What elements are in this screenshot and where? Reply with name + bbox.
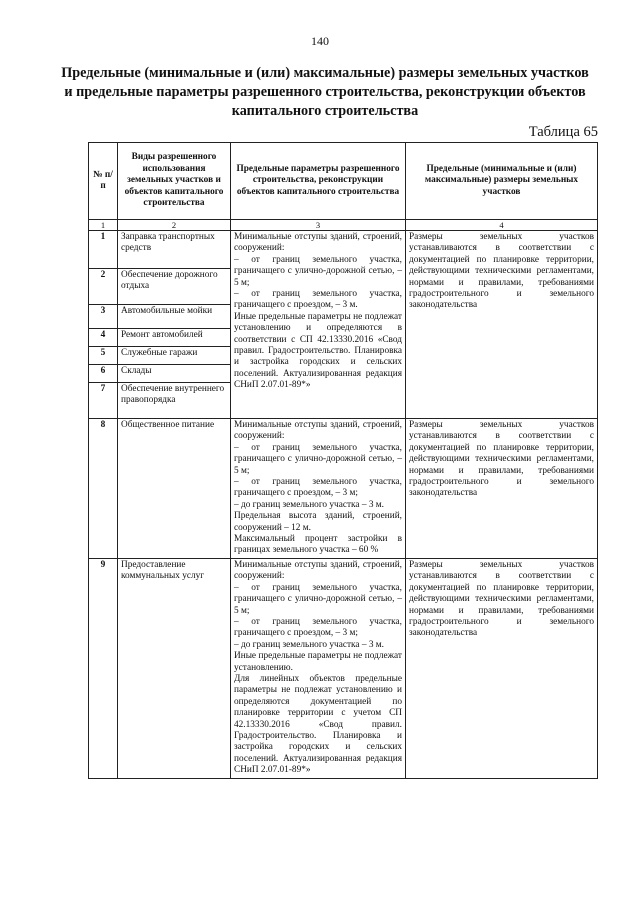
params-line: Максимальный процент застройки в границах земельного участка – 60 % [234,534,402,556]
row-use-type: Обеспечение внутреннего правопорядка [118,383,231,419]
row-use-type: Обеспечение дорожного отдыха [118,269,231,305]
params-line: – от границ земельного участка, граничащего с улично-дорожной сетью, – 5 м; [234,582,402,616]
params-line: – от границ земельного участка, граничащего с улично-дорожной сетью, – 5 м; [234,442,402,476]
params-line: – от границ земельного участка, граничащего с улично-дорожной сетью, – 5 м; [234,254,402,288]
page-number: 140 [311,34,329,48]
table-row [89,231,598,269]
row8-sizes: Размеры земельных участков устанавливаются в соответствии с документацией по планировке территории, действующими техническими регламентами, нормами и правилами, требованиями градостроительного и земельного законодательства [406,419,598,559]
params-line: – до границ земельного участка – 3 м. [234,639,384,650]
header-num: № п/п [89,143,118,220]
row-number: 8 [89,419,118,559]
group1-params [231,231,406,419]
row-number: 7 [89,383,118,419]
row-use-type: Заправка транспортных средств [118,231,231,269]
params-line: Для линейных объектов предельные параметры не подлежат установлению и определяются документацией по планировке территории с учетом СП 42.13330.2016 «Свод правил. Градостроительство. Планировка и застройка городских и сельских поселений. Актуализированная редакция СНиП 2.07.01-89*» [234,673,402,776]
row-number: 9 [89,558,118,778]
row8-params [231,419,406,559]
header-sizes: Предельные (минимальные и (или) максимальные) размеры земельных участков [406,143,598,220]
group1-sizes: Размеры земельных участков устанавливаются в соответствии с документацией по планировке территории, действующими техническими регламентами, нормами и правилами, требованиями градостроительного и земельного законодательства [406,231,598,419]
params-line: – от границ земельного участка, граничащего с проездом, – 3 м. [234,289,402,311]
column-number: 3 [231,220,406,231]
row-use-type: Склады [118,365,231,383]
document-title: Предельные (минимальные и (или) максимальные) размеры земельных участков и предельные параметры разрешенного строительства, реконструкции объектов капитального строительства [61,65,589,119]
table-row [89,419,598,559]
params-line: Иные предельные параметры не подлежат установлению и определяются в соответствии с СП 42.13330.2016 «Свод правил. Градостроительство. Планировка и застройка городских и сельских поселений. Актуализированная редакция СНиП 2.07.01-89*» [234,311,402,391]
row-number: 4 [89,329,118,347]
column-number-row [89,220,598,231]
row-number: 3 [89,305,118,329]
row-use-type: Предоставление коммунальных услуг [118,558,231,778]
table-row [89,558,598,778]
column-number: 2 [118,220,231,231]
params-line: – от границ земельного участка, граничащего с проездом, – 3 м; [234,477,402,499]
params-line: Иные предельные параметры не подлежат установлению. [234,651,402,673]
params-line: Предельная высота зданий, строений, сооружений – 12 м. [234,511,402,533]
row-number: 2 [89,269,118,305]
params-line: Минимальные отступы зданий, строений, сооружений: [234,232,402,254]
params-line: Минимальные отступы зданий, строений, сооружений: [234,420,402,442]
params-line: Минимальные отступы зданий, строений, сооружений: [234,559,402,582]
row9-params [231,558,406,778]
table-header-row [89,143,598,220]
row-number: 6 [89,365,118,383]
params-line: – от границ земельного участка, граничащего с проездом, – 3 м; [234,616,402,639]
params-line: – до границ земельного участка – 3 м. [234,499,384,510]
limits-table [88,142,598,779]
row9-sizes: Размеры земельных участков устанавливаются в соответствии с документацией по планировке территории, действующими техническими регламентами, нормами и правилами, требованиями градостроительного и земельного законодательства [406,558,598,778]
row-use-type: Ремонт автомобилей [118,329,231,347]
column-number: 1 [89,220,118,231]
row-use-type: Служебные гаражи [118,347,231,365]
header-use: Виды разрешенного использования земельных участков и объектов капитального строительства [118,143,231,220]
row-use-type: Автомобильные мойки [118,305,231,329]
column-number: 4 [406,220,598,231]
row-number: 1 [89,231,118,269]
header-params: Предельные параметры разрешенного строительства, реконструкции объектов капитального строительства [231,143,406,220]
table-label: Таблица 65 [528,124,598,140]
row-number: 5 [89,347,118,365]
row-use-type: Общественное питание [118,419,231,559]
